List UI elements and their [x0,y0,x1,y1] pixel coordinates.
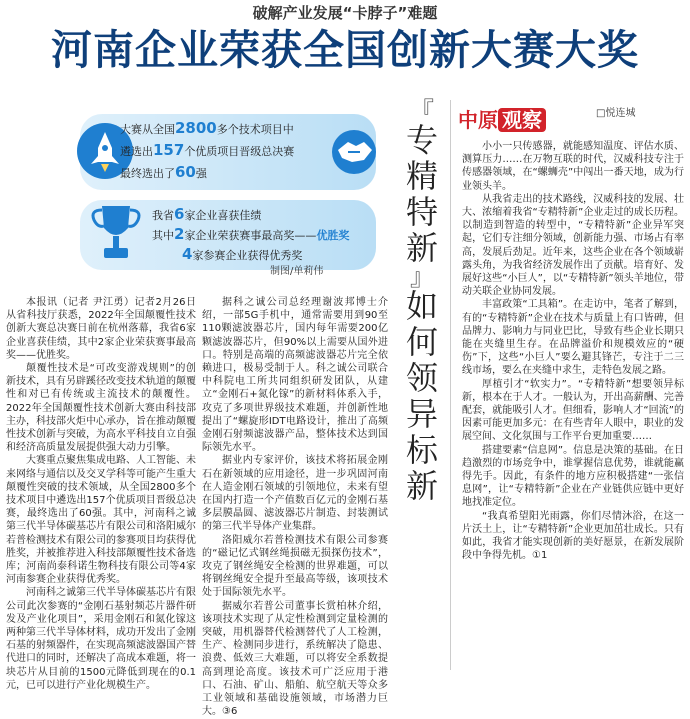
side-title-char: 特 [405,193,438,231]
infographic-panel-top [80,114,376,190]
side-title-char: 领 [405,359,438,397]
side-title [396,97,448,505]
side-title-char: 专 [405,121,438,159]
column-logo-a: 中原 [458,108,498,132]
column-logo [458,104,588,138]
trophy-icon [86,198,146,270]
article-paragraph: 据威尔若普公司董事长赏柏林介绍，该项技术实现了从定性检测到定量检测的突破，用机器替代检测替代了人工检测，生产、检测同步进行，系统解决了隐患、浪费、低效三大难题，可以将安全系数提高到理论高度。该技术可广泛应用于港口、石油、矿山、船舶、航空航天等众多工业领域和基础设施领域，市场潜力巨大。③6 [202,600,388,718]
info-line-4: 我省6家企业喜获佳绩 [152,205,262,223]
column-divider [450,100,451,670]
article-paragraph: 本报讯（记者 尹江勇）记者2月26日从省科技厅获悉，2022年全国颠覆性技术创新大赛总决赛日前在杭州落幕，我省6家企业喜获佳绩，其中2家企业荣获赛事最高奖——优胜奖。 [6,297,196,361]
infographic [72,110,384,276]
article-paragraph: 颠覆性技术是“可改变游戏规则”的创新技术，具有另辟蹊径改变技术轨道的颠覆性和对已有传统或主流技术的颠覆性。2022年全国颠覆性技术创新大赛由科技部主办，科技部火炬中心承办，旨在推动颠覆性技术创新与突破，为高水平科技自立自强和经济高质量发展提供强大动力引擎。 [6,363,196,454]
info-line-1: 大赛从全国2800多个技术项目中 [120,119,294,137]
side-title-char: 如 [405,287,438,325]
article-paragraph: 据科之诚公司总经理谢波邦博士介绍，一部5G手机中，通常需要用到90至110颗滤波器芯片，国内每年需要200亿颗滤波器芯片，但90%以上需要从国外进口。特别是高端的高频滤波器芯片完全依赖进口，极易受制于人。科之诚公司联合中科院电工所共同组织研发团队，从建立“金刚石+氮化镓”的新材料体系入手，攻克了多项世界级技术难题，并创新性地提出了“螺旋形IDT电路设计，推出了高频金刚石射频滤波器产品，整体技术达到国际领先水平。 [202,297,388,454]
article-paragraph: 河南科之诚第三代半导体碳基芯片有限公司此次参赛的“金刚石基射频芯片器件研发及产业化项目”，采用金刚石和氮化镓这两种第三代半导体材料，成功开发出了金刚石基的射频器件，在实现高频滤波器国产替代进口的同时，还解决了高成本难题，将一块芯片从目前的1500元降低到现在的0.1元，已可以进行产业化规模生产。 [6,587,196,691]
graphic-credit: 制图/单莉伟 [270,266,324,277]
article-paragraph: 大赛重点聚焦集成电路、人工智能、未来网络与通信以及交叉学科等可能产生重大颠覆性突破的技术领域，从全国2800多个技术项目中遴选出157个优质项目晋级总决赛，最终选出了60强。其中，河南科之诚第三代半导体碳基芯片有限公司和洛阳威尔若普检测技术有限公司的参赛项目均获得优胜奖，并被推荐进入科技部颠覆性技术备选库；河南尚泰科诺生物科技有限公司等4家河南参赛企业获得优秀奖。 [6,455,196,586]
info-line-6: 4家参赛企业获得优秀奖 [182,245,303,263]
column-paragraph: “我真希望阳光雨露，你们尽情沐浴，在这一片沃土上，让“专精特新”企业更加茁壮成长。只有如此，我省才能实现创新的美好愿景，在新发展阶段中争得先机。①1 [462,510,684,562]
info-line-3: 最终选出了60强 [120,163,207,181]
column-paragraph: 丰富政策“工具箱”。在走访中，笔者了解到，有的“专精特新”企业在技术与质量上有口皆碑，但品牌力、影响力与同业巴比，导致有些企业长期只能在夹缝里生存。在品牌溢价和规模效应的“硬伤”下，这些“小巨人”要么避其锋芒，专注于二三线市场，要么在夹缝中求生，走特色发展之路。 [462,299,684,377]
side-title-char: 新 [405,229,438,267]
info-line-2: 遴选出157个优质项目晋级总决赛 [120,141,295,159]
column-paragraph: 小小一只传感器，就能感知温度、评估水质、测算压力……在万物互联的时代，汉威科技专注于传感器领域，在“螺蛳壳”中闯出一番天地，成为行业领头羊。 [462,141,684,192]
side-title-char: 标 [405,431,438,469]
handshake-icon [330,128,378,176]
info-line-5: 其中2家企业荣获赛事最高奖——优胜奖 [152,225,350,243]
side-title-char: 新 [405,467,438,505]
infographic-panel-bottom [80,200,376,270]
headline: 河南企业荣获全国创新大赛大奖 [51,26,639,74]
column-logo-b: 观察 [498,108,546,132]
article-column-2 [202,296,388,718]
side-title-open-quote: 『 [410,97,434,125]
side-title-char: 异 [405,395,438,433]
column-author: □悦连城 [596,108,636,119]
column-paragraph: 从我省走出的技术路线，汉威科技的发展、壮大、浓缩着我省“专精特新”企业走过的成长历程。以制造到智造的转型中，“专精特新”企业异军突起，它们专注细分领域，创新能力强、市场占有率高，发展后劲足。近年来，这些企业在各个领域崭露头角，为我省经济发展作出了贡献。培育好、发展好这些“小巨人”，以“专精特新”领头羊地位，带动关联企业协同发展。 [462,193,684,298]
column-paragraph: 搭建要素“信息网”。信息是决策的基础。在日趋激烈的市场竞争中，谁掌握信息优势，谁就能赢得先手。因此，有条件的地方应积极搭建“一张信息网”，让“专精特新”企业在产业链供应链中更好地找准定位。 [462,444,684,509]
side-title-close-quote: 』 [410,263,434,291]
side-title-char: 何 [405,323,438,361]
article-paragraph: 洛阳威尔若普检测技术有限公司参赛的“磁记忆式钢丝绳损磁无损探伤技术”，攻克了钢丝绳安全检测的世界难题，可以将钢丝绳安全提升至最高等级，该项技术处于国际领先水平。 [202,534,388,599]
side-title-char: 精 [405,157,438,195]
article-column-1 [6,296,196,691]
column-paragraph: 厚植引才“软实力”。“专精特新”想要领异标新，根本在于人才。一般认为，开出高薪酬、完善配套，就能吸引人才。但细看，影响人才“回流”的因素可能更加多元：在有些青年人眼中，职业的发展空间、文化氛围与工作平台更加重要…… [462,378,684,443]
column-body [462,140,684,670]
article-paragraph: 据业内专家评价，该技术将拓展金刚石在新领域的应用途径，进一步巩固河南在人造金刚石领域的引领地位，未来有望在国内打造一个产值数百亿元的金刚石基多层膜晶圆、滤波器芯片制造、封装测试的第三代半导体产业集群。 [202,455,388,533]
kicker: 破解产业发展“卡脖子”难题 [252,4,438,22]
